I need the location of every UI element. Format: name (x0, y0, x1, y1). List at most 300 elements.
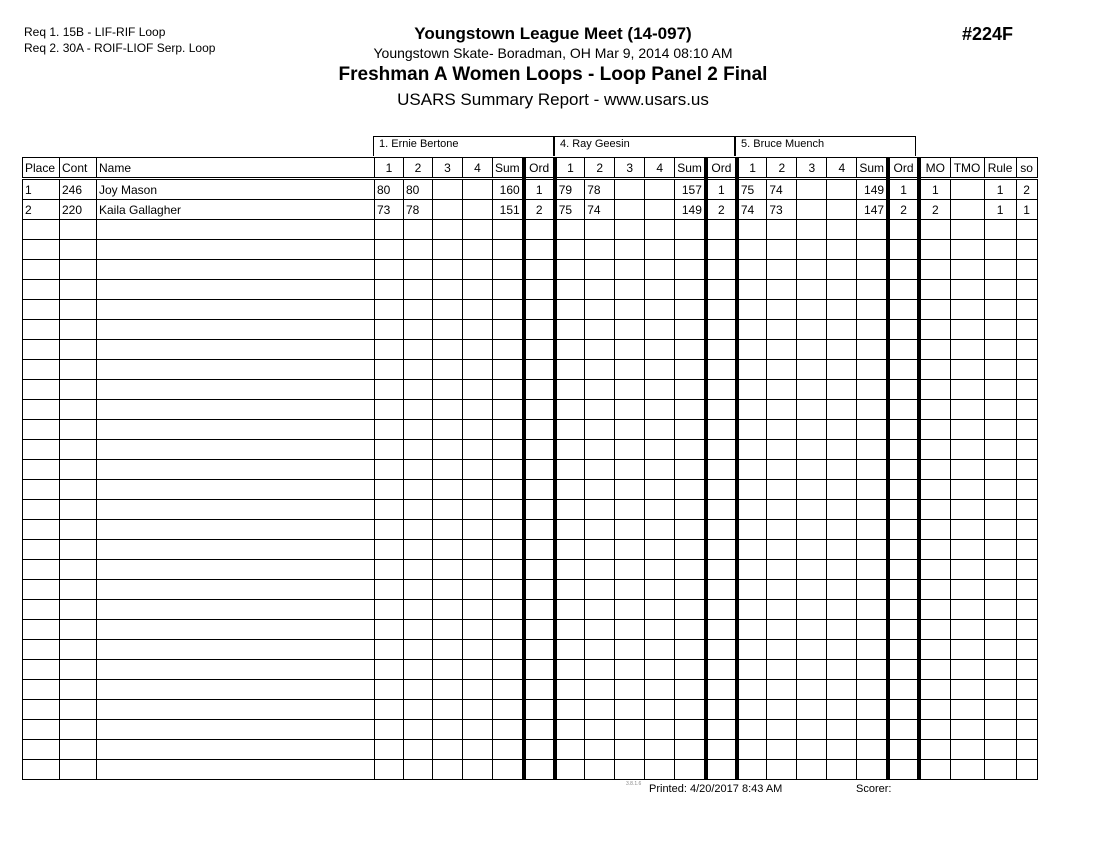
empty-cell (1016, 680, 1037, 700)
empty-cell (615, 600, 645, 620)
empty-cell (767, 480, 797, 500)
empty-cell (404, 540, 433, 560)
empty-cell (888, 700, 919, 720)
empty-cell (950, 420, 984, 440)
sum-cell: 149 (675, 200, 706, 220)
empty-cell (463, 640, 493, 660)
empty-cell (375, 640, 404, 660)
empty-cell (97, 680, 375, 700)
empty-cell (375, 520, 404, 540)
empty-cell (97, 720, 375, 740)
score-4-cell (463, 200, 493, 220)
col-j1-sum: Sum (493, 158, 524, 179)
empty-cell (827, 360, 857, 380)
empty-cell (645, 460, 675, 480)
empty-cell (433, 680, 463, 700)
col-so: so (1016, 158, 1037, 179)
empty-cell (737, 240, 767, 260)
table-row (23, 200, 1038, 220)
empty-cell (404, 740, 433, 760)
empty-cell (433, 700, 463, 720)
empty-cell (555, 260, 585, 280)
empty-cell (433, 400, 463, 420)
empty-cell (857, 760, 888, 780)
empty-cell (555, 320, 585, 340)
empty-cell (555, 600, 585, 620)
empty-cell (950, 760, 984, 780)
empty-cell (737, 720, 767, 740)
empty-cell (675, 640, 706, 660)
empty-row (23, 680, 1038, 700)
column-header-row (23, 158, 1038, 179)
empty-cell (615, 380, 645, 400)
empty-cell (984, 540, 1016, 560)
empty-cell (615, 220, 645, 240)
empty-cell (1016, 740, 1037, 760)
empty-cell (675, 280, 706, 300)
empty-cell (97, 760, 375, 780)
empty-cell (463, 380, 493, 400)
empty-cell (433, 340, 463, 360)
empty-cell (645, 260, 675, 280)
sum-cell: 147 (857, 200, 888, 220)
empty-cell (919, 760, 950, 780)
empty-cell (984, 240, 1016, 260)
empty-cell (555, 560, 585, 580)
meet-title: Youngstown League Meet (14-097) (414, 24, 692, 43)
empty-cell (615, 540, 645, 560)
empty-cell (919, 560, 950, 580)
empty-cell (767, 420, 797, 440)
empty-cell (827, 480, 857, 500)
empty-cell (919, 260, 950, 280)
empty-cell (675, 440, 706, 460)
empty-cell (615, 480, 645, 500)
empty-cell (375, 440, 404, 460)
empty-cell (857, 680, 888, 700)
empty-cell (60, 300, 97, 320)
empty-cell (585, 380, 615, 400)
empty-cell (737, 300, 767, 320)
empty-cell (950, 560, 984, 580)
empty-row (23, 600, 1038, 620)
empty-cell (493, 560, 524, 580)
empty-cell (524, 240, 555, 260)
empty-cell (404, 700, 433, 720)
empty-cell (524, 460, 555, 480)
empty-cell (60, 360, 97, 380)
empty-cell (675, 320, 706, 340)
col-name: Name (97, 158, 375, 179)
empty-cell (404, 420, 433, 440)
empty-row (23, 480, 1038, 500)
empty-cell (767, 680, 797, 700)
empty-cell (857, 540, 888, 560)
empty-cell (585, 620, 615, 640)
empty-cell (404, 220, 433, 240)
col-j2-1: 1 (555, 158, 585, 179)
empty-cell (737, 640, 767, 660)
empty-cell (827, 300, 857, 320)
empty-cell (97, 520, 375, 540)
empty-cell (524, 480, 555, 500)
empty-cell (585, 480, 615, 500)
empty-cell (645, 560, 675, 580)
empty-cell (404, 340, 433, 360)
empty-cell (857, 480, 888, 500)
empty-cell (555, 380, 585, 400)
location-date: Youngstown Skate- Boradman, OH Mar 9, 2014 08:10 AM (373, 45, 733, 61)
empty-cell (524, 580, 555, 600)
empty-cell (737, 320, 767, 340)
empty-cell (1016, 500, 1037, 520)
empty-cell (524, 260, 555, 280)
empty-cell (60, 400, 97, 420)
score-1-cell: 75 (555, 200, 585, 220)
empty-cell (493, 380, 524, 400)
empty-cell (950, 540, 984, 560)
empty-cell (919, 740, 950, 760)
empty-cell (767, 620, 797, 640)
empty-cell (706, 620, 737, 640)
empty-cell (1016, 560, 1037, 580)
empty-cell (1016, 300, 1037, 320)
empty-cell (23, 760, 60, 780)
empty-cell (524, 740, 555, 760)
empty-cell (463, 280, 493, 300)
empty-cell (615, 620, 645, 640)
empty-cell (23, 640, 60, 660)
empty-cell (888, 440, 919, 460)
empty-cell (555, 720, 585, 740)
empty-cell (23, 560, 60, 580)
empty-cell (463, 500, 493, 520)
empty-cell (524, 560, 555, 580)
empty-cell (60, 580, 97, 600)
empty-cell (375, 760, 404, 780)
empty-cell (827, 660, 857, 680)
empty-cell (60, 440, 97, 460)
empty-cell (919, 580, 950, 600)
empty-cell (23, 220, 60, 240)
empty-cell (1016, 320, 1037, 340)
empty-row (23, 460, 1038, 480)
empty-cell (555, 520, 585, 540)
empty-cell (888, 760, 919, 780)
empty-cell (463, 400, 493, 420)
empty-cell (737, 280, 767, 300)
empty-cell (675, 740, 706, 760)
empty-cell (888, 280, 919, 300)
empty-row (23, 720, 1038, 740)
empty-cell (1016, 440, 1037, 460)
empty-cell (97, 460, 375, 480)
empty-cell (1016, 640, 1037, 660)
empty-cell (767, 700, 797, 720)
empty-cell (706, 600, 737, 620)
empty-cell (433, 720, 463, 740)
empty-cell (797, 640, 827, 660)
empty-cell (524, 280, 555, 300)
empty-cell (524, 720, 555, 740)
empty-cell (1016, 760, 1037, 780)
results-table (22, 157, 1038, 780)
ord-cell: 2 (706, 200, 737, 220)
score-1-cell: 74 (737, 200, 767, 220)
empty-cell (797, 380, 827, 400)
empty-cell (919, 720, 950, 740)
name-cell: Joy Mason (97, 179, 375, 200)
empty-cell (675, 380, 706, 400)
empty-cell (97, 380, 375, 400)
empty-cell (737, 500, 767, 520)
empty-cell (555, 420, 585, 440)
col-j3-2: 2 (767, 158, 797, 179)
empty-cell (433, 280, 463, 300)
empty-row (23, 240, 1038, 260)
empty-cell (797, 560, 827, 580)
empty-cell (797, 240, 827, 260)
empty-cell (984, 680, 1016, 700)
empty-cell (97, 480, 375, 500)
empty-cell (1016, 420, 1037, 440)
empty-cell (615, 660, 645, 680)
empty-cell (404, 560, 433, 580)
empty-cell (797, 360, 827, 380)
empty-cell (888, 260, 919, 280)
empty-cell (950, 280, 984, 300)
empty-cell (1016, 340, 1037, 360)
empty-cell (97, 420, 375, 440)
empty-cell (404, 520, 433, 540)
empty-cell (888, 540, 919, 560)
empty-cell (375, 220, 404, 240)
empty-cell (97, 300, 375, 320)
empty-cell (23, 620, 60, 640)
empty-cell (23, 460, 60, 480)
empty-cell (706, 520, 737, 540)
empty-cell (493, 660, 524, 680)
empty-cell (827, 600, 857, 620)
empty-cell (827, 740, 857, 760)
empty-cell (97, 620, 375, 640)
empty-cell (857, 640, 888, 660)
empty-cell (984, 280, 1016, 300)
empty-row (23, 760, 1038, 780)
empty-cell (23, 400, 60, 420)
empty-cell (97, 360, 375, 380)
empty-cell (950, 400, 984, 420)
empty-cell (737, 440, 767, 460)
empty-cell (797, 280, 827, 300)
col-j3-ord: Ord (888, 158, 919, 179)
empty-cell (524, 220, 555, 240)
empty-cell (706, 540, 737, 560)
empty-row (23, 660, 1038, 680)
empty-cell (433, 420, 463, 440)
empty-cell (1016, 460, 1037, 480)
empty-cell (645, 440, 675, 460)
empty-cell (60, 640, 97, 660)
empty-cell (767, 640, 797, 660)
empty-cell (375, 340, 404, 360)
empty-cell (463, 420, 493, 440)
empty-row (23, 360, 1038, 380)
empty-cell (97, 220, 375, 240)
so-cell: 2 (1016, 179, 1037, 200)
empty-cell (463, 720, 493, 740)
empty-cell (737, 520, 767, 540)
empty-cell (767, 440, 797, 460)
empty-cell (767, 400, 797, 420)
empty-cell (984, 640, 1016, 660)
empty-cell (375, 740, 404, 760)
empty-cell (706, 240, 737, 260)
col-cont: Cont (60, 158, 97, 179)
empty-cell (645, 720, 675, 740)
empty-cell (645, 280, 675, 300)
empty-cell (524, 360, 555, 380)
empty-cell (706, 400, 737, 420)
empty-cell (857, 220, 888, 240)
empty-cell (1016, 480, 1037, 500)
empty-cell (950, 720, 984, 740)
empty-cell (984, 260, 1016, 280)
empty-cell (23, 700, 60, 720)
empty-cell (919, 220, 950, 240)
empty-cell (463, 740, 493, 760)
empty-cell (585, 660, 615, 680)
empty-cell (888, 400, 919, 420)
empty-cell (555, 680, 585, 700)
empty-cell (950, 380, 984, 400)
empty-cell (555, 400, 585, 420)
empty-cell (97, 660, 375, 680)
empty-cell (857, 280, 888, 300)
empty-cell (797, 480, 827, 500)
empty-cell (585, 240, 615, 260)
empty-cell (555, 340, 585, 360)
empty-cell (827, 320, 857, 340)
empty-cell (375, 360, 404, 380)
rule-cell: 1 (984, 200, 1016, 220)
score-4-cell (645, 179, 675, 200)
empty-cell (524, 620, 555, 640)
mo-cell: 1 (919, 179, 950, 200)
empty-cell (404, 480, 433, 500)
empty-cell (797, 660, 827, 680)
empty-cell (375, 560, 404, 580)
empty-cell (984, 500, 1016, 520)
empty-cell (737, 360, 767, 380)
empty-cell (23, 720, 60, 740)
empty-cell (375, 420, 404, 440)
empty-cell (97, 320, 375, 340)
empty-cell (888, 600, 919, 620)
empty-cell (1016, 220, 1037, 240)
col-j3-1: 1 (737, 158, 767, 179)
empty-cell (585, 420, 615, 440)
empty-cell (493, 580, 524, 600)
empty-cell (737, 620, 767, 640)
empty-row (23, 320, 1038, 340)
empty-cell (375, 380, 404, 400)
empty-cell (645, 480, 675, 500)
empty-cell (919, 420, 950, 440)
empty-cell (555, 480, 585, 500)
empty-cell (23, 300, 60, 320)
empty-cell (984, 620, 1016, 640)
empty-cell (433, 640, 463, 660)
empty-cell (585, 280, 615, 300)
empty-cell (827, 560, 857, 580)
empty-cell (706, 580, 737, 600)
empty-cell (706, 660, 737, 680)
empty-cell (984, 340, 1016, 360)
empty-cell (615, 400, 645, 420)
empty-cell (857, 400, 888, 420)
empty-cell (737, 400, 767, 420)
empty-cell (950, 580, 984, 600)
empty-cell (950, 220, 984, 240)
empty-cell (615, 500, 645, 520)
score-2-cell: 74 (585, 200, 615, 220)
empty-cell (404, 600, 433, 620)
empty-cell (463, 320, 493, 340)
empty-cell (950, 500, 984, 520)
empty-cell (984, 520, 1016, 540)
empty-cell (645, 420, 675, 440)
score-4-cell (827, 200, 857, 220)
empty-cell (645, 640, 675, 660)
empty-cell (493, 320, 524, 340)
empty-cell (375, 240, 404, 260)
score-2-cell: 74 (767, 179, 797, 200)
empty-cell (404, 400, 433, 420)
empty-cell (60, 460, 97, 480)
empty-cell (984, 700, 1016, 720)
empty-cell (737, 260, 767, 280)
empty-row (23, 440, 1038, 460)
empty-cell (984, 300, 1016, 320)
col-tmo: TMO (950, 158, 984, 179)
empty-cell (767, 740, 797, 760)
empty-cell (706, 560, 737, 580)
empty-cell (827, 220, 857, 240)
score-2-cell: 73 (767, 200, 797, 220)
empty-cell (555, 280, 585, 300)
empty-cell (404, 300, 433, 320)
table-row (23, 179, 1038, 200)
empty-cell (706, 760, 737, 780)
empty-cell (60, 660, 97, 680)
empty-cell (23, 320, 60, 340)
empty-cell (463, 300, 493, 320)
empty-cell (675, 460, 706, 480)
empty-cell (767, 220, 797, 240)
empty-row (23, 700, 1038, 720)
place-cell: 2 (23, 200, 60, 220)
empty-cell (463, 240, 493, 260)
empty-cell (919, 240, 950, 260)
empty-cell (827, 240, 857, 260)
empty-cell (585, 400, 615, 420)
score-3-cell (433, 179, 463, 200)
empty-cell (737, 680, 767, 700)
empty-cell (767, 760, 797, 780)
empty-cell (585, 640, 615, 660)
empty-cell (375, 680, 404, 700)
